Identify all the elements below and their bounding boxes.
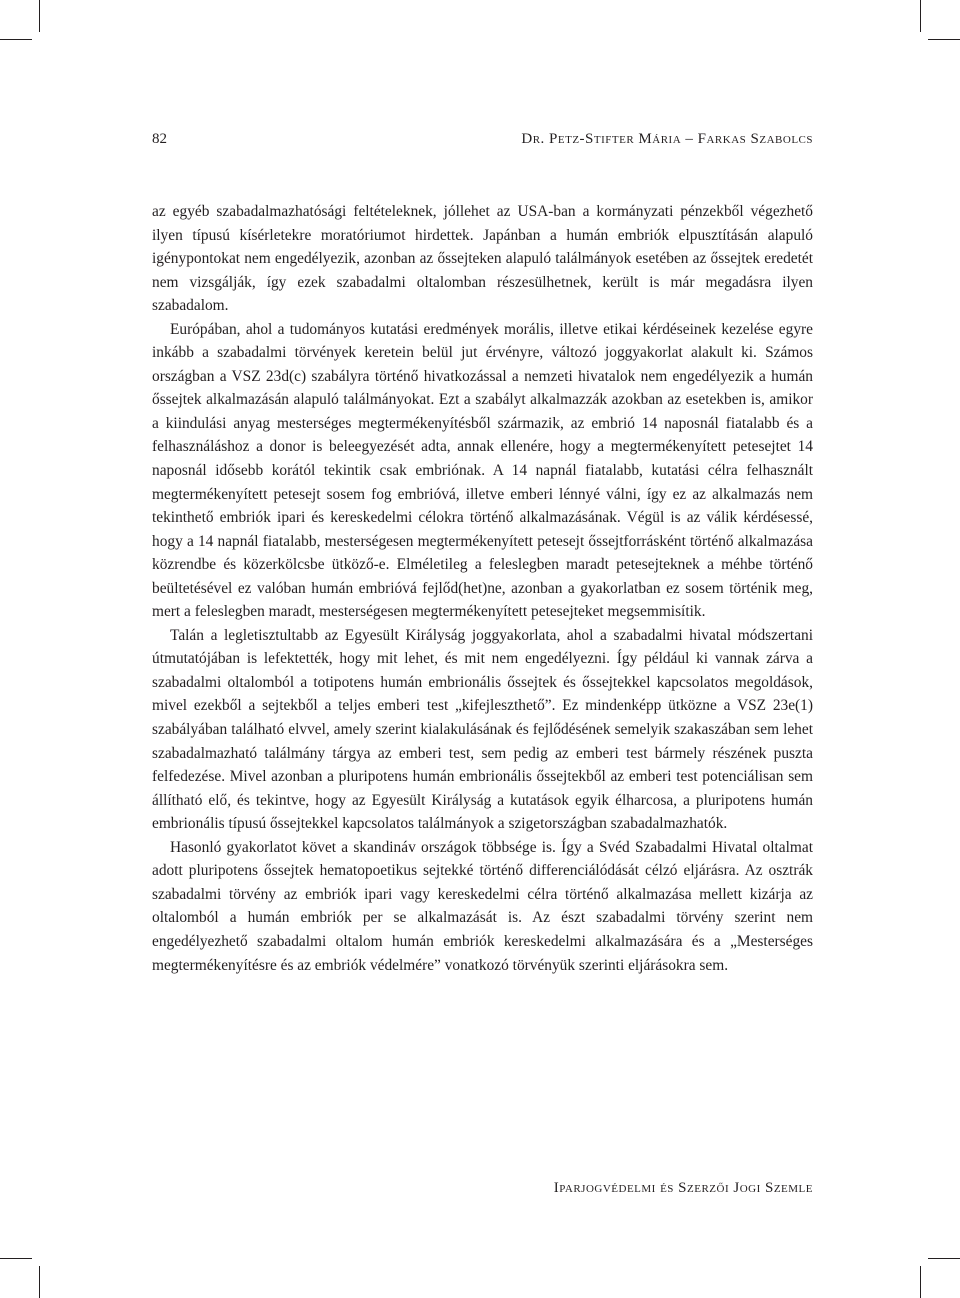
crop-mark-top-left-h (0, 39, 32, 40)
page-header (152, 131, 813, 153)
page-number: 82 (152, 131, 167, 147)
paragraph-4: Hasonló gyakorlatot követ a skandináv országok többsége is. Így a Svéd Szabadalmi Hivatal oltalmat adott pluripotens őssejtek hematopoetikus sejtekké történő differenciálódását célzó eljárásra. Az osztrák szabadalmi törvény az embriók ipari vagy kereskedelmi célra történő alkalmazása mellett kizárja az oltalomból a humán embriók per se alkalmazását is. Az észt szabadalmi törvény szerint nem engedélyezhető szabadalmi oltalom humán embriók kereskedelmi alkalmazására és a „Mesterséges megtermékenyítésre és az embriók védelmére” vonatkozó törvényük szerinti eljárásokra sem. (152, 838, 813, 974)
running-footer-journal: Iparjogvédelmi és Szerzői Jogi Szemle (553, 1180, 813, 1196)
paragraph-1: az egyéb szabadalmazhatósági feltételeknek, jóllehet az USA-ban a kormányzati pénzekből végezhető ilyen típusú kísérletekre moratóriumot hirdettek. Japánban a humán embriók elpusztításán alapuló igénypontokat nem engedélyezik, azonban az őssejteken alapuló találmányok esetében az őssejtek eredetét nem vizsgálják, így ezek szabadalmi oltalomban részesülhetnek, került is már megadásra ilyen szabadalom. (152, 203, 813, 315)
paragraph-2: Európában, ahol a tudományos kutatási eredmények morális, illetve etikai kérdéseinek kezelése egyre inkább a szabadalmi törvények keretein belül jut érvényre, változó joggyakorlat alakult ki. Számos országban a VSZ 23d(c) szabályra történő hivatkozással a nemzeti hivatalok nem engedélyezik a humán őssejtek alkalmazásán alapuló találmányokat. Ezt a szabályt alkalmazzák azokban az esetekben is, amikor a kiindulási anyag mesterséges megtermékenyítésből származik, az embrió 14 naposnál fiatalabb és a felhasználáshoz a donor is beleegyezését adta, annak ellenére, hogy a megtermékenyített petesejtet 14 naposnál idősebb korától tekintik csak embriónak. A 14 napnál fiatalabb, kutatási célra felhasznált megtermékenyített petesejt sosem fog embrióvá, illetve emberi lénnyé válni, így ez az alkalmazás nem tekinthető embriók ipari és kereskedelmi célokra történő alkalmazásának. Végül is az válik kérdésessé, hogy a 14 napnál fiatalabb, mesterségesen megtermékenyített petesejt őssejtforrásként történő alkalmazása közrendbe és közerkölcsbe ütköző-e. Elméletileg a feleslegben maradt petesejteknek a méhbe történő beültetésével ez valóban humán embrióvá fejlőd(het)ne, azonban a gyakorlatban ez sosem történik meg, mert a feleslegben maradt, mesterségesen megtermékenyített petesejteket megsemmisítik. (152, 320, 813, 621)
crop-mark-top-right-h (928, 39, 960, 40)
crop-mark-top-left-v (39, 0, 40, 32)
running-head-authors: Dr. Petz-Stifter Mária – Farkas Szabolcs (521, 131, 813, 147)
crop-mark-bottom-left-v (39, 1266, 40, 1298)
crop-mark-bottom-right-v (920, 1266, 921, 1298)
crop-mark-top-right-v (920, 0, 921, 32)
paragraph-3: Talán a legletisztultabb az Egyesült Királyság joggyakorlata, ahol a szabadalmi hivatal módszertani útmutatójában is lefektették, hogy mit lehet, és mit nem engedélyezni. Így például ki vannak zárva a szabadalmi oltalomból a totipotens humán embrionális őssejtek és őssejtekkel kapcsolatos megoldások, mivel ezekből a sejtekből a teljes emberi test „kifejleszthető”. Ez mindenképp ütközne a VSZ 23e(1) szabályában található elvvel, amely szerint kialakulásának és fejlődésének semelyik szakaszában sem lehet szabadalmazható találmány tárgya az emberi test, sem pedig az emberi test bármely részének puszta felfedezése. Mivel azonban a pluripotens humán embrionális őssejtekből az emberi test potenciálisan sem állítható elő, és tekintve, hogy az Egyesült Királyság a kutatások egyik élharcosa, a pluripotens humán embrionális típusú őssejtekkel kapcsolatos találmányok a szigetországban szabadalmazhatók. (152, 626, 813, 833)
crop-mark-bottom-left-h (0, 1258, 32, 1259)
body-text (152, 200, 813, 977)
crop-mark-bottom-right-h (928, 1258, 960, 1259)
